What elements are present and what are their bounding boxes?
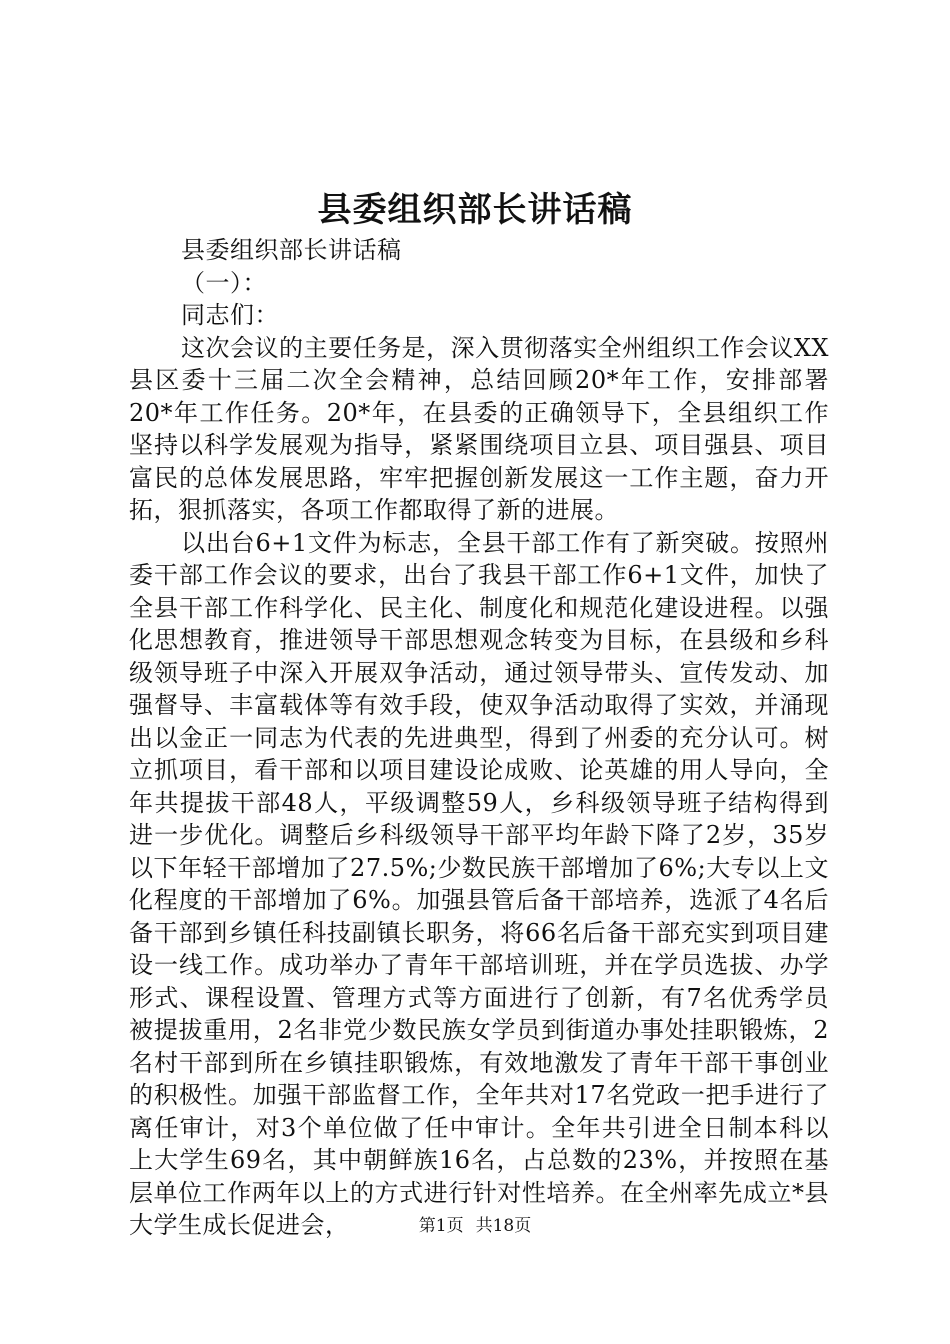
- body-paragraph: 以出台6+1文件为标志，全县干部工作有了新突破。按照州委干部工作会议的要求，出台了我县干部工作6+1文件，加快了全县干部工作科学化、民主化、制度化和规范化建设进程。以强化思想教育，推进领导干部思想观念转变为目标，在县级和乡科级领导班子中深入开展双争活动，通过领导带头、宣传发动、加强督导、丰富载体等有效手段，使双争活动取得了实效，并涌现出以金正一同志为代表的先进典型，得到了州委的充分认可。树立抓项目，看干部和以项目建设论成败、论英雄的用人导向，全年共提拔干部48人，平级调整59人，乡科级领导班子结构得到进一步优化。调整后乡科级领导干部平均年龄下降了2岁，35岁以下年轻干部增加了27.5%;少数民族干部增加了6%;大专以上文化程度的干部增加了6%。加强县管后备干部培养，选派了4名后备干部到乡镇任科技副镇长职务，将66名后备干部充实到项目建设一线工作。成功举办了青年干部培训班，并在学员选拔、办学形式、课程设置、管理方式等方面进行了创新，有7名优秀学员被提拔重用，2名非党少数民族女学员到街道办事处挂职锻炼，2名村干部到所在乡镇挂职锻炼，有效地激发了青年干部干事创业的积极性。加强干部监督工作，全年共对17名党政一把手进行了离任审计，对3个单位做了任中审计。全年共引进全日制本科以上大学生69名，其中朝鲜族16名，占总数的23%，并按照在基层单位工作两年以上的方式进行针对性培养。在全州率先成立*县大学生成长促进会，: [129, 528, 829, 1239]
- page-number: 第1页: [418, 1216, 464, 1236]
- page-total: 共18页: [475, 1216, 532, 1236]
- page-footer: [0, 1214, 950, 1238]
- document-title: 县委组织部长讲话稿: [317, 190, 633, 230]
- section-marker-paragraph: （一）：: [181, 268, 267, 297]
- body-paragraph: 这次会议的主要任务是，深入贯彻落实全州组织工作会议XX县区委十三届二次全会精神，总结回顾20*年工作，安排部署20*年工作任务。20*年，在县委的正确领导下，全县组织工作坚持以科学发展观为指导，紧紧围绕项目立县、项目强县、项目富民的总体发展思路，牢牢把握创新发展这一工作主题，奋力开拓，狠抓落实，各项工作都取得了新的进展。: [129, 333, 829, 524]
- document-body: [129, 234, 829, 1242]
- subtitle-paragraph: 县委组织部长讲话稿: [181, 236, 402, 264]
- salutation-paragraph: 同志们：: [181, 301, 279, 329]
